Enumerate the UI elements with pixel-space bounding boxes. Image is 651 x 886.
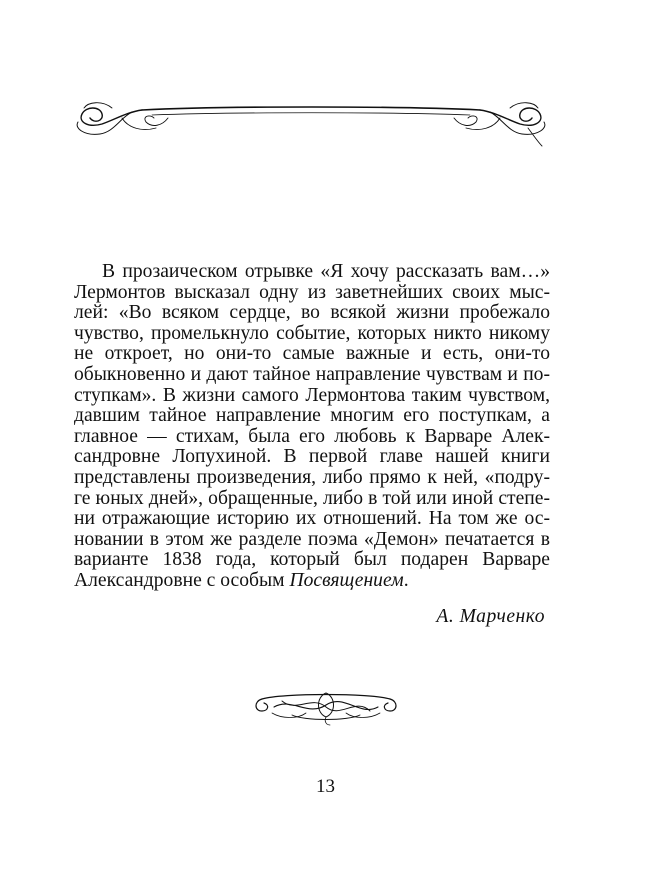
dedication-title: Посвящением [289, 569, 404, 591]
paragraph-last-line [74, 571, 550, 592]
paragraph-line: В прозаическом отрывке «Я хочу рассказать вам…» [102, 261, 550, 282]
top-flourish-ornament [72, 88, 550, 150]
paragraph-line: давшим тайное направление многим его поступкам, а [74, 405, 550, 427]
paragraph-line: представлены произведения, либо прямо к ней, «подру- [74, 466, 550, 488]
paragraph-line: ни отражающие историю их отношений. На том же ос- [74, 508, 550, 530]
paragraph-line: лей: «Во всяком сердце, во всякой жизни пробежало [74, 302, 550, 324]
author-signature: А. Марченко [436, 606, 545, 627]
paragraph-line: главное — стихам, была его любовь к Варваре Алек- [74, 425, 550, 447]
last-line-text: Александровне с особым [74, 569, 290, 591]
paragraph-line: не откроет, но они-то самые важные и есть, они-то [74, 343, 550, 365]
bottom-flourish-ornament [252, 683, 400, 729]
page-number: 13 [316, 776, 335, 797]
preface-paragraph [74, 262, 550, 592]
paragraph-line: варианте 1838 года, который был подарен Варваре [74, 549, 550, 571]
paragraph-line: сандровне Лопухиной. В первой главе нашей книги [74, 446, 550, 468]
paragraph-line: ге юных дней», обращенные, либо в той или иной степе- [74, 487, 550, 509]
paragraph-line: новании в этом же разделе поэма «Демон» печатается в [74, 528, 550, 550]
paragraph-line: ступкам». В жизни самого Лермонтова таким чувством, [74, 384, 550, 406]
paragraph-line: Лермонтов высказал одну из заветнейших своих мыс- [74, 281, 550, 303]
paragraph-line: обыкновенно и дают тайное направление чувствам и по- [74, 363, 550, 385]
paragraph-line: чувство, промелькнуло событие, которых никто никому [74, 322, 550, 344]
last-line-period: . [403, 569, 409, 591]
